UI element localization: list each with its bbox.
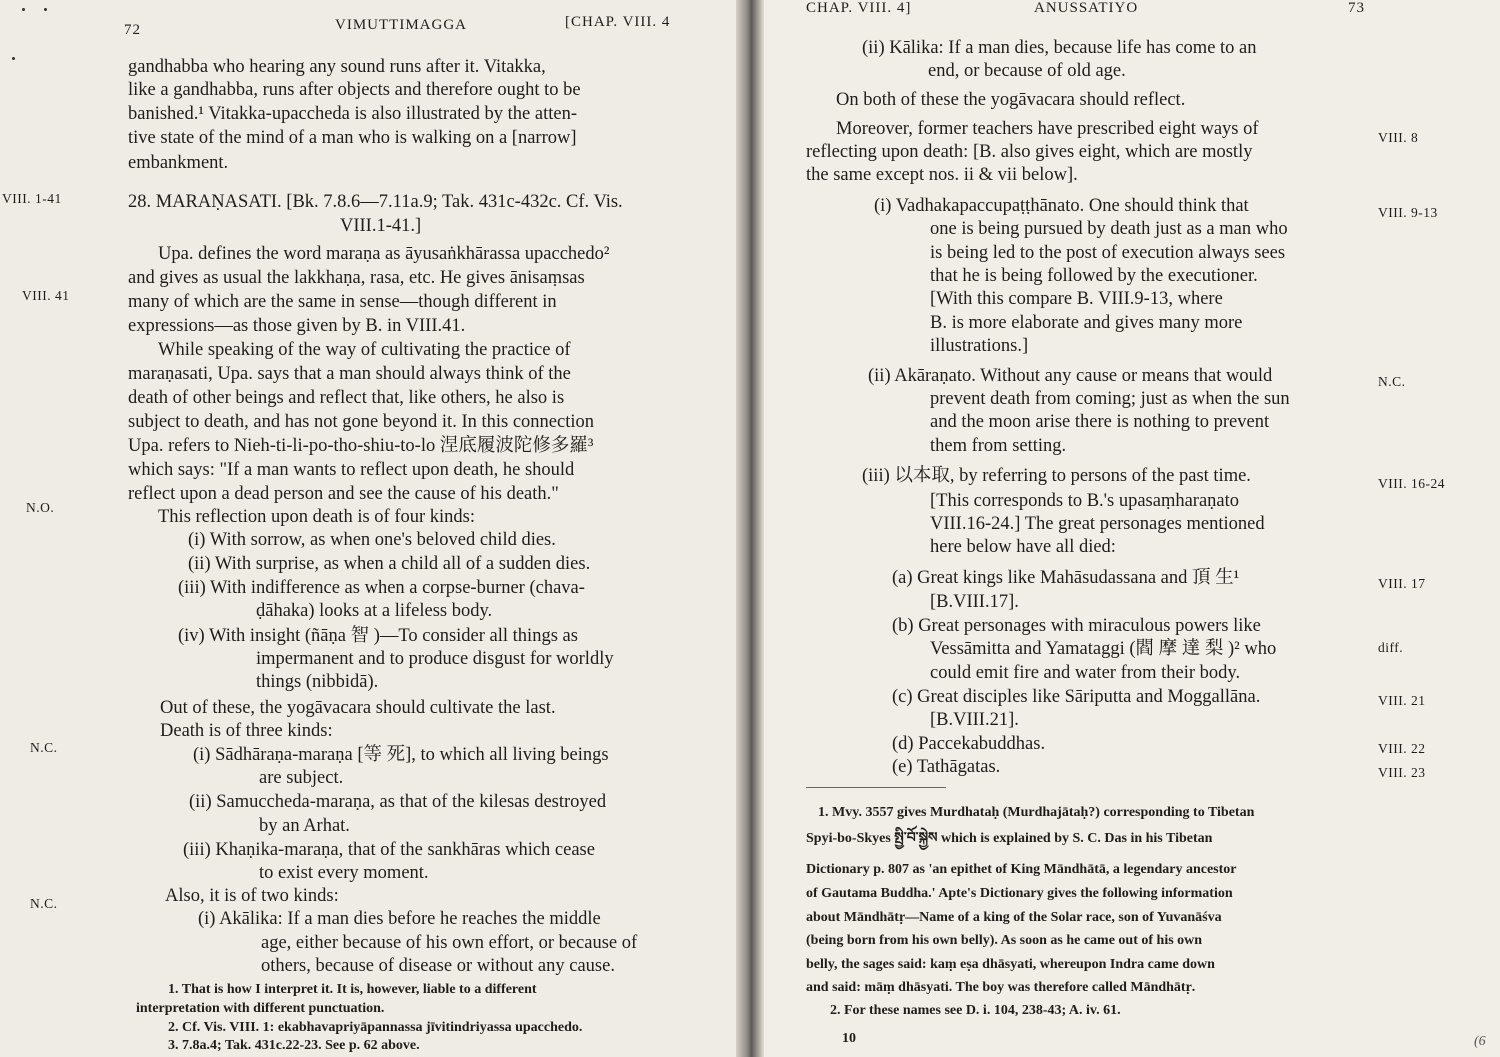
text-line: and the moon arise there is nothing to prevent <box>930 412 1270 432</box>
text-line: B. is more elaborate and gives many more <box>930 313 1243 333</box>
margin-note: VIII. 21 <box>1378 693 1426 708</box>
text-line: the same except nos. ii & vii below]. <box>806 165 1078 185</box>
text-line: Upa. refers to Nieh-ti-li-po-tho-shiu-to-lo 涅底履波陀修多羅³ <box>128 436 594 456</box>
text-line: subject to death, and has not gone beyond it. In this connection <box>128 412 594 432</box>
list-item: (b) Great personages with miraculous powers like <box>892 616 1261 636</box>
text-line: expressions—as those given by B. in VIII.41. <box>128 316 466 336</box>
running-head: VIMUTTIMAGGA <box>335 17 467 33</box>
list-item: (ii) Kālika: If a man dies, because life has come to an <box>862 38 1257 58</box>
text-line: reflecting upon death: [B. also gives eight, which are mostly <box>806 142 1253 162</box>
margin-note: VIII. 8 <box>1378 130 1419 145</box>
text-line: by an Arhat. <box>259 816 350 836</box>
text-line: like a gandhabba, runs after objects and therefore ought to be <box>128 80 581 100</box>
text-line: illustrations.] <box>930 336 1029 356</box>
list-item: (iii) Khaṇika-maraṇa, that of the sankhāras which cease <box>183 840 595 860</box>
text-line: Also, it is of two kinds: <box>165 886 339 906</box>
margin-note: N.C. <box>30 740 58 755</box>
list-item: (d) Paccekabuddhas. <box>892 734 1046 754</box>
list-item: (i) Akālika: If a man dies before he reaches the middle <box>198 909 601 929</box>
footnote: belly, the sages said: kaṃ eṣa dhāsyati, whereupon Indra came down <box>806 957 1215 972</box>
text-line: reflect upon a dead person and see the cause of his death." <box>128 484 559 504</box>
text-line: While speaking of the way of cultivating the practice of <box>158 340 571 360</box>
margin-note: diff. <box>1378 640 1404 655</box>
margin-note: N.C. <box>1378 374 1406 389</box>
text-line: embankment. <box>128 153 229 173</box>
text-line: [With this compare B. VIII.9-13, where <box>930 289 1223 309</box>
list-item: (ii) With surprise, as when a child all of a sudden dies. <box>188 554 591 574</box>
list-item: (i) Vadhakapaccupaṭṭhānato. One should think that <box>874 196 1249 216</box>
chapter-ref: [CHAP. VIII. 4 <box>565 14 671 30</box>
list-item: (iii) With indifference as when a corpse-burner (chava- <box>178 578 585 598</box>
footnote: (being born from his own belly). As soon as he came out of his own <box>806 933 1203 948</box>
text-line: [This corresponds to B.'s upasaṃharaṇato <box>930 491 1240 511</box>
footnote: 1. That is how I interpret it. It is, however, liable to a different <box>168 982 537 997</box>
footnote: 2. For these names see D. i. 104, 238-43; A. iv. 61. <box>830 1003 1121 1018</box>
footnote: Dictionary p. 807 as 'an epithet of King Māndhātā, a legendary ancestor <box>806 862 1237 877</box>
signature-mark: 10 <box>842 1031 856 1046</box>
footnote: 2. Cf. Vis. VIII. 1: ekabhavapriyāpannassa jīvitindriyassa upacchedo. <box>168 1020 583 1035</box>
footnote-rule <box>806 787 946 788</box>
right-page <box>758 0 1500 1057</box>
text-line: Death is of three kinds: <box>160 721 333 741</box>
footnote: and said: māṃ dhāsyati. The boy was therefore called Māndhātṛ. <box>806 980 1196 995</box>
margin-note: N.C. <box>30 896 58 911</box>
margin-note: VIII. 22 <box>1378 741 1426 756</box>
list-item: (iv) With insight (ñāṇa 智 )—To consider all things as <box>178 626 578 646</box>
text-line: here below have all died: <box>930 537 1116 557</box>
footnote: 3. 7.8a.4; Tak. 431c.22-23. See p. 62 above. <box>168 1038 420 1053</box>
list-item: (c) Great disciples like Sāriputta and Moggallāna. <box>892 687 1261 707</box>
scan-speck <box>44 8 47 11</box>
footnote: Spyi-bo-Skyes སྤྱི་བོ་སྐྱེས which is explained by S. C. Das in his Tibetan <box>806 831 1213 846</box>
text-line: gandhabba who hearing any sound runs after it. Vitakka, <box>128 57 546 77</box>
text-line: could emit fire and water from their body. <box>930 663 1241 683</box>
text-line: many of which are the same in sense—though different in <box>128 292 557 312</box>
margin-note: VIII. 23 <box>1378 765 1426 780</box>
text-line: [B.VIII.17]. <box>930 592 1019 612</box>
margin-note: N.O. <box>26 500 55 515</box>
text-line: impermanent and to produce disgust for worldly <box>256 649 614 669</box>
text-line: that he is being followed by the executioner. <box>930 266 1258 286</box>
page-number: 73 <box>1348 0 1365 16</box>
list-item: (ii) Samuccheda-maraṇa, as that of the kilesas destroyed <box>189 792 607 812</box>
text-line: ḍāhaka) looks at a lifeless body. <box>256 601 493 621</box>
text-line: VIII.1-41.] <box>340 216 422 236</box>
scan-speck <box>22 8 25 11</box>
text-line: to exist every moment. <box>259 863 429 883</box>
footnote: interpretation with different punctuation. <box>136 1001 385 1016</box>
section-heading: 28. MARAṆASATI. [Bk. 7.8.6—7.11a.9; Tak. 431c-432c. Cf. Vis. <box>128 192 623 212</box>
text-line: Moreover, former teachers have prescribed eight ways of <box>836 119 1259 139</box>
text-line: things (nibbidā). <box>256 672 379 692</box>
list-item: (e) Tathāgatas. <box>892 757 1001 777</box>
text-line: Out of these, the yogāvacara should cultivate the last. <box>160 698 556 718</box>
page-number: 72 <box>124 22 141 38</box>
margin-note: VIII. 17 <box>1378 576 1426 591</box>
margin-note: VIII. 9-13 <box>1378 205 1438 220</box>
text-line: is being led to the post of execution always sees <box>930 243 1286 263</box>
text-line: banished.¹ Vitakka-upaccheda is also illustrated by the atten- <box>128 104 577 124</box>
margin-note: VIII. 16-24 <box>1378 476 1445 491</box>
text-line: tive state of the mind of a man who is walking on a [narrow] <box>128 128 577 148</box>
book-gutter <box>736 0 764 1057</box>
text-line: one is being pursued by death just as a man who <box>930 219 1288 239</box>
text-line: This reflection upon death is of four kinds: <box>158 507 476 527</box>
list-item: (iii) 以本取, by referring to persons of the past time. <box>862 466 1251 486</box>
footnote: about Māndhātṛ—Name of a king of the Solar race, son of Yuvanāśva <box>806 910 1222 925</box>
corner-mark: (6 <box>1474 1034 1486 1049</box>
text-line: age, either because of his own effort, or because of <box>261 933 638 953</box>
text-line: others, because of disease or without any cause. <box>261 956 615 976</box>
text-line: maraṇasati, Upa. says that a man should always think of the <box>128 364 571 384</box>
chapter-ref: CHAP. VIII. 4] <box>806 0 912 16</box>
text-line: end, or because of old age. <box>928 61 1126 81</box>
text-line: On both of these the yogāvacara should reflect. <box>836 90 1186 110</box>
list-item: (i) With sorrow, as when one's beloved child dies. <box>188 530 556 550</box>
list-item: (i) Sādhāraṇa-maraṇa [等 死], to which all living beings <box>193 745 609 765</box>
text-line: prevent death from coming; just as when the sun <box>930 389 1290 409</box>
list-item: (a) Great kings like Mahāsudassana and 頂 生¹ <box>892 568 1240 588</box>
text-line: [B.VIII.21]. <box>930 710 1019 730</box>
left-page <box>0 0 742 1057</box>
text-line: VIII.16-24.] The great personages mentioned <box>930 514 1265 534</box>
text-line: and gives as usual the lakkhaṇa, rasa, etc. He gives ānisaṃsas <box>128 268 585 288</box>
margin-note: VIII. 1-41 <box>2 191 62 206</box>
text-line: which says: "If a man wants to reflect upon death, he should <box>128 460 575 480</box>
running-head: ANUSSATIYO <box>1034 0 1139 16</box>
footnote: 1. Mvy. 3557 gives Murdhataḥ (Murdhajātaḥ?) corresponding to Tibetan <box>818 805 1255 820</box>
margin-note: VIII. 41 <box>22 288 70 303</box>
text-line: are subject. <box>259 768 344 788</box>
list-item: (ii) Akāraṇato. Without any cause or means that would <box>868 366 1273 386</box>
text-line: Vessāmitta and Yamataggi (閻 摩 達 梨 )² who <box>930 639 1277 659</box>
text-line: them from setting. <box>930 436 1067 456</box>
text-line: Upa. defines the word maraṇa as āyusaṅkhārassa upacchedo² <box>158 244 610 264</box>
footnote: of Gautama Buddha.' Apte's Dictionary gives the following information <box>806 886 1233 901</box>
text-line: death of other beings and reflect that, like others, he also is <box>128 388 565 408</box>
scan-speck <box>12 57 15 60</box>
